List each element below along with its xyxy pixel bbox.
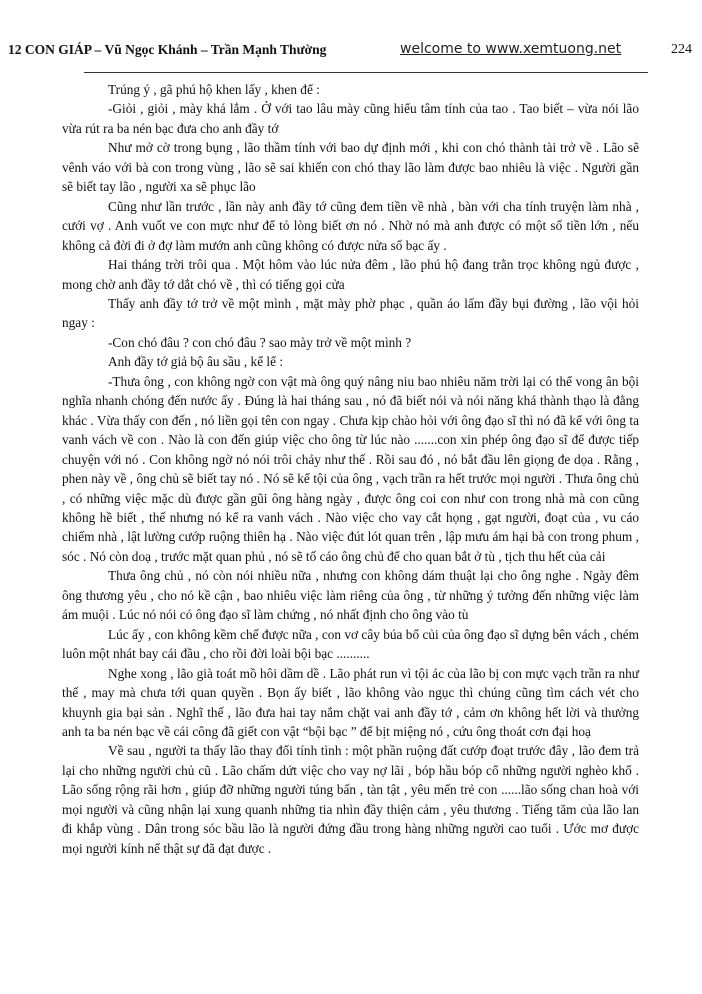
header-divider — [84, 72, 648, 73]
paragraph: Trúng ý , gã phú hộ khen lấy , khen để : — [108, 82, 320, 97]
paragraph: Như mở cờ trong bụng , lão thầm tính với bao dự định mới , khi con chó thành tài trở về . Lão sẽ vênh váo với bà con trong vùng , lão sẽ sai khiến con chó thay lão làm được bao nhiêu là việc . Người gần sẽ biết tay lão , người xa sẽ phục lão — [62, 140, 639, 195]
page-header — [0, 42, 702, 64]
body-text — [62, 80, 639, 858]
paragraph: Nghe xong , lão già toát mồ hôi dầm dề . Lão phát run vì tội ác của lão bị con mực vạch trần ra như thế , may mà chưa tới quan quyền . Bọn ấy biết , lão không vào ngục thì chúng cũng tìm cách vét cho khuynh gia bại sản . Nghĩ thế , lão đưa hai tay nắm chặt vai anh đầy tớ , cảm ơn không hết lời và thưởng anh ta ba nén bạc về cái công đã giết con vật “bội bạc ” để bịt miệng nó , cứu ông thoát cơn đại hoạ — [62, 665, 639, 739]
page-number: 224 — [671, 42, 692, 57]
paragraph: Thấy anh đầy tớ trở về một mình , mặt mày phờ phạc , quần áo lấm đầy bụi đường , lão vội hỏi ngay : — [62, 295, 639, 331]
paragraph: Cũng như lần trước , lần này anh đầy tớ cũng đem tiền về nhà , bàn với cha tính truyện làm nhà , cưới vợ . Anh vuốt ve con mực như để tỏ lòng biết ơn nó . Nhờ nó mà anh được có một số tiền lớn , nếu không cả đời đi ở đợ làm mướn anh cũng không có được nửa số bạc ấy . — [62, 198, 639, 253]
book-title: 12 CON GIÁP – Vũ Ngọc Khánh – Trần Mạnh Thường — [8, 42, 327, 57]
paragraph: Thưa ông chủ , nó còn nói nhiều nữa , nhưng con không dám thuật lại cho ông nghe . Ngày đêm ông thương yêu , cho nó kề cận , bao nhiêu việc làm riêng của ông , từ những ý tưởng đến những việc làm ám muội . Lúc nó nói có ông đạo sĩ làm chứng , nó nhất định cho ông vào tù — [62, 568, 639, 623]
paragraph: Lúc ấy , con không kềm chế được nữa , con vơ cây búa bổ củi của ông đạo sĩ dựng bên vách , chém luôn một nhát bay cái đầu , cho rồi đời loài bội bạc .......... — [62, 626, 639, 662]
website-link[interactable]: welcome to www.xemtuong.net — [400, 41, 622, 57]
paragraph: Về sau , người ta thấy lão thay đổi tính tình : một phần ruộng đất cướp đoạt trước đây , lão đem trả lại cho những người chủ cũ . Lão chấm dứt việc cho vay nợ lãi , bóp hầu bóp cổ những người nghèo khổ . Lão sống rộng rãi hơn , giúp đỡ những người túng bấn , tàn tật , yêu mến trẻ con ......lão sống chan hoà với mọi người và cũng nhận lại xung quanh những tia nhìn đầy thiện cảm , yêu thương . Tiếng tăm của lão lan đi khắp vùng . Dân trong sóc bầu lão là người đứng đầu trong hàng những người cao tuổi . Ước mơ được mọi người kính nể thật sự đã đạt được . — [62, 743, 639, 856]
paragraph: -Giỏi , giỏi , mày khá lắm . Ở với tao lâu mày cũng hiểu tâm tính của tao . Tao biết – vừa nói lão vừa rút ra ba nén bạc đưa cho anh đầy tớ — [62, 101, 639, 136]
paragraph: -Thưa ông , con không ngờ con vật mà ông quý nâng niu bao nhiêu năm trời lại có thể vong ân bội nghĩa nhanh chóng đến nước ấy . Đúng là hai tháng sau , nó đã biết nói và nói năng khá thành thạo là đằng khác . Vừa thấy con đến , nó liền gọi tên con ngay . Chưa kịp chào hỏi với ông đạo sĩ thì nó đã kể với ông ta vanh vách về con . Nào là con đến giúp việc cho ông từ lúc nào .......con xin phép ông đạo sĩ để được tiếp chuyện với nó . Con không ngờ nó nói trôi chảy như thế . Rồi sau đó , nó bắt đầu lên giọng đe dọa . Rằng , phen này về , ông chủ sẽ biết tay nó . Nó sẽ kể tội của ông , vạch trần ra hết trước mọi người . Thưa ông chủ , có những việc mặc dù được gần gũi ông hàng ngày , được ông coi con như con trong nhà mà con cũng không hề biết , thế nhưng nó kể ra vanh vách . Nào việc cho vay cắt họng , gạt người, đoạt của , vu cáo chiếm nhà , lật lường cướp ruộng thiên hạ . Nào việc đút lót quan trên , lập mưu ám hại bà con trong phum , sóc . Nó còn doạ , trước mặt quan phủ , nó sẽ tố cáo ông chủ để cho quan bắt ở tù , tịch thu hết của cải — [62, 373, 639, 564]
paragraph: -Con chó đâu ? con chó đâu ? sao mày trở về một mình ? — [108, 334, 412, 350]
paragraph: Anh đầy tớ giả bộ âu sầu , kể lể : — [108, 354, 284, 370]
paragraph: Hai tháng trời trôi qua . Một hôm vào lúc nửa đêm , lão phú hộ đang trằn trọc không ngủ được , mong chờ anh đầy tớ dắt chó về , thì có tiếng gọi cửa — [62, 257, 639, 292]
